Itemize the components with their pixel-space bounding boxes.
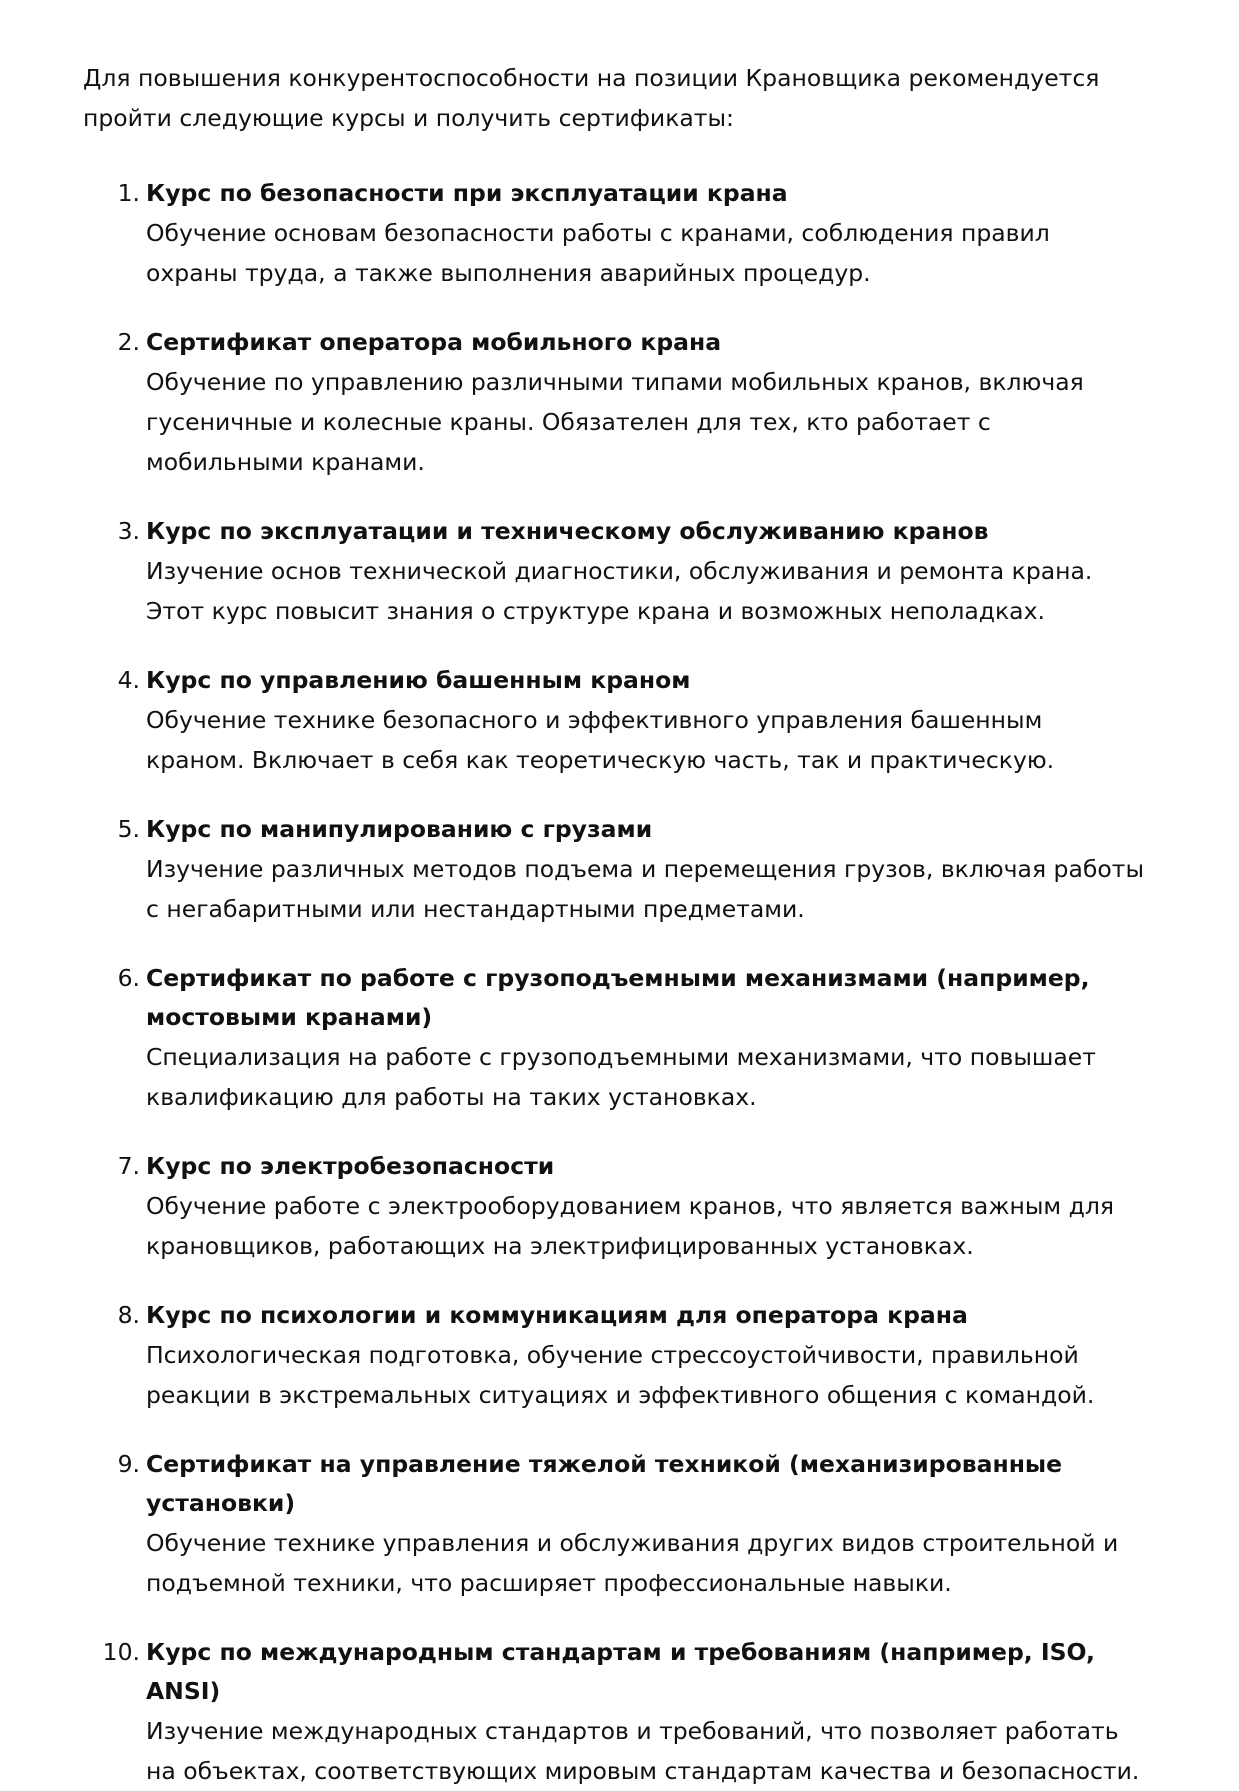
item-description: Обучение технике управления и обслуживания других видов строительной и подъемной техники, что расширяет профессиональные навыки. xyxy=(146,1529,1119,1597)
list-item xyxy=(83,1445,1169,1603)
item-description: Обучение работе с электрооборудованием кранов, что является важным для крановщиков, работающих на электрифицированных установках. xyxy=(146,1192,1115,1260)
item-title: Курс по электробезопасности xyxy=(146,1152,555,1180)
item-description: Специализация на работе с грузоподъемными механизмами, что повышает квалификацию для работы на таких установках. xyxy=(146,1043,1096,1111)
item-number: 4. xyxy=(117,666,140,694)
list-item xyxy=(83,1147,1169,1266)
item-description: Обучение по управлению различными типами мобильных кранов, включая гусеничные и колесные краны. Обязателен для тех, кто работает с мобильными кранами. xyxy=(146,368,1084,476)
item-number: 7. xyxy=(117,1152,140,1180)
item-title: Курс по управлению башенным краном xyxy=(146,666,691,694)
item-title: Курс по манипулированию с грузами xyxy=(146,815,653,843)
item-number: 10. xyxy=(102,1638,140,1666)
list-item xyxy=(83,661,1169,780)
item-description: Психологическая подготовка, обучение стрессоустойчивости, правильной реакции в экстремальных ситуациях и эффективного общения с командой. xyxy=(146,1341,1095,1409)
item-number: 5. xyxy=(117,815,140,843)
item-title: Сертификат оператора мобильного крана xyxy=(146,328,722,356)
list-item xyxy=(83,512,1169,631)
item-number: 9. xyxy=(117,1450,140,1478)
item-title: Сертификат на управление тяжелой техникой (механизированные установки) xyxy=(146,1450,1063,1517)
item-title: Сертификат по работе с грузоподъемными механизмами (например, мостовыми кранами) xyxy=(146,964,1090,1031)
item-description: Изучение различных методов подъема и перемещения грузов, включая работы с негабаритными или нестандартными предметами. xyxy=(146,855,1144,923)
intro-paragraph: Для повышения конкурентоспособности на позиции Крановщика рекомендуется пройти следующие курсы и получить сертификаты: xyxy=(83,64,1100,132)
item-number: 3. xyxy=(117,517,140,545)
list-item xyxy=(83,1633,1169,1791)
item-description: Изучение международных стандартов и требований, что позволяет работать на объектах, соответствующих мировым стандартам качества и безопасности. xyxy=(146,1717,1140,1785)
item-description: Обучение основам безопасности работы с кранами, соблюдения правил охраны труда, а также выполнения аварийных процедур. xyxy=(146,219,1050,287)
item-title: Курс по эксплуатации и техническому обслуживанию кранов xyxy=(146,517,989,545)
item-title: Курс по безопасности при эксплуатации крана xyxy=(146,179,788,207)
item-description: Обучение технике безопасного и эффективного управления башенным краном. Включает в себя как теоретическую часть, так и практическую. xyxy=(146,706,1055,774)
item-number: 6. xyxy=(117,964,140,992)
item-description: Изучение основ технической диагностики, обслуживания и ремонта крана. Этот курс повысит знания о структуре крана и возможных неполадках. xyxy=(146,557,1093,625)
list-item xyxy=(83,959,1169,1117)
item-number: 1. xyxy=(117,179,140,207)
list-item xyxy=(83,174,1169,293)
item-title: Курс по психологии и коммуникациям для оператора крана xyxy=(146,1301,968,1329)
item-number: 2. xyxy=(117,328,140,356)
list-item xyxy=(83,810,1169,929)
list-item xyxy=(83,323,1169,482)
course-list xyxy=(83,174,1169,1791)
item-number: 8. xyxy=(117,1301,140,1329)
item-title: Курс по международным стандартам и требованиям (например, ISO, ANSI) xyxy=(146,1638,1095,1705)
list-item xyxy=(83,1296,1169,1415)
